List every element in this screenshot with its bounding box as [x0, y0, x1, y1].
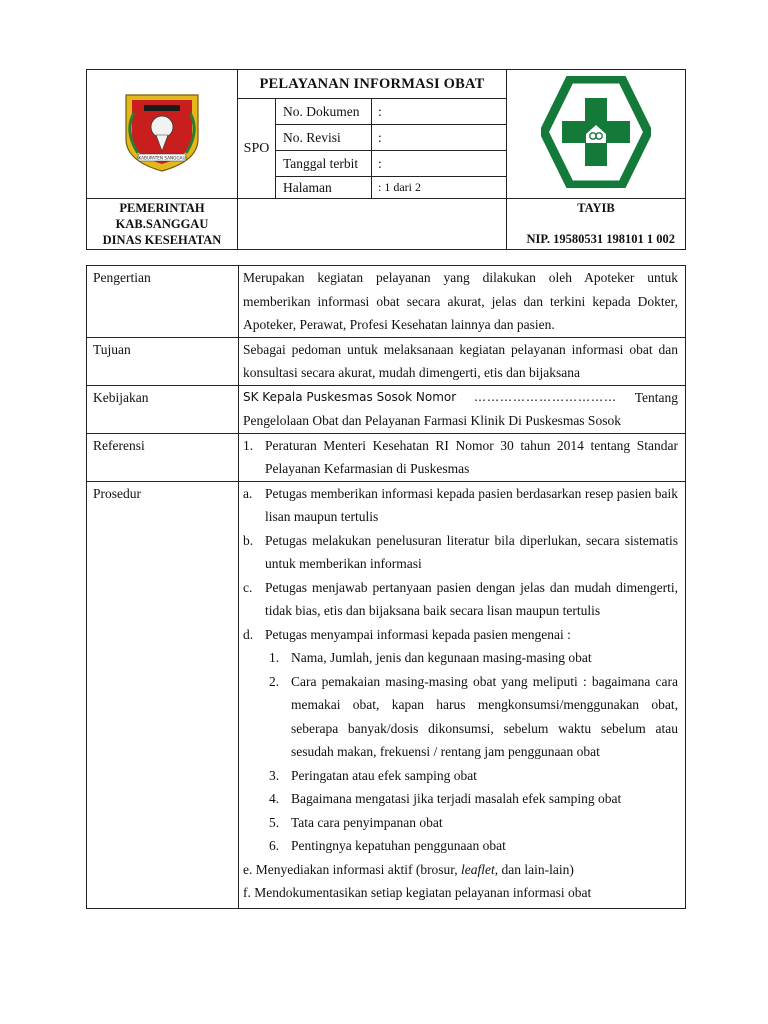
org-line-2: KAB.SANGGAU: [115, 217, 209, 231]
prosedur-step-c: [243, 576, 678, 623]
referensi-list: [239, 433, 686, 481]
subitem-6-marker: 6.: [269, 838, 280, 853]
subitem-3-marker: 3.: [269, 767, 280, 783]
subitem-2-text: Cara pemakaian masing-masing obat yang meliputi : bagaimana cara memakai obat, kapan harus mengkonsumsi/menggunakan obat, seberapa banyak/dosis dikonsumsi, sebelum waktu sebelum atau sesudah makan, frekuensi / rentang jam penggunaan obat: [291, 673, 678, 759]
halaman-value: : 1 dari 2: [372, 177, 507, 199]
subitem-1-marker: 1.: [269, 650, 280, 665]
tanggal-terbit-label: Tanggal terbit: [276, 151, 372, 177]
document-header-table: [86, 69, 686, 250]
organization-name: [87, 199, 238, 250]
tujuan-text: Sebagai pedoman untuk melaksanaan kegiatan pelayanan informasi obat dan konsultasi secara akurat, mudah dimengerti, etis dan bijaksana: [239, 337, 686, 385]
crest-ribbon-text: KABUPATEN SANGGAU: [138, 155, 186, 161]
pengertian-label: Pengertian: [87, 266, 239, 338]
prosedur-label: Prosedur: [87, 481, 239, 908]
step-d-subitem-2: [243, 670, 678, 764]
referensi-label: Referensi: [87, 433, 239, 481]
step-e-text-after: , dan lain-lain): [494, 861, 574, 877]
kebijakan-tentang: Tentang: [634, 389, 678, 405]
signer-block: [507, 199, 686, 250]
subitem-4-text: Bagaimana mengatasi jika terjadi masalah efek samping obat: [291, 791, 622, 806]
spo-label: SPO: [238, 99, 276, 199]
pengertian-text: Merupakan kegiatan pelayanan yang dilakukan oleh Apoteker untuk memberikan informasi obat secara akurat, jelas dan terkini kepada Dokter, Apoteker, Perawat, Profesi Kesehatan lainnya dan pasien.: [239, 266, 686, 338]
prosedur-step-f: f. Mendokumentasikan setiap kegiatan pelayanan informasi obat: [243, 885, 592, 900]
signer-nip: NIP. 19580531 198101 1 002: [526, 232, 675, 246]
subitem-4-marker: 4.: [269, 791, 280, 806]
regency-crest-logo: [116, 91, 208, 173]
step-d-marker: d.: [243, 626, 254, 642]
prosedur-step-e: [243, 858, 678, 882]
step-d-text: Petugas menyampai informasi kepada pasien mengenai :: [265, 626, 571, 642]
prosedur-step-b: [243, 529, 678, 576]
subitem-5-text: Tata cara penyimpanan obat: [291, 814, 443, 830]
step-c-text: Petugas menjawab pertanyaan pasien dengan jelas dan mudah dimengerti, tidak bias, etis dan bijaksana baik secara lisan maupun tertulis: [265, 579, 678, 618]
no-dokumen-value: :: [372, 99, 507, 125]
subitem-6-text: Pentingnya kepatuhan penggunaan obat: [291, 838, 506, 853]
referensi-item-marker: 1.: [243, 437, 254, 453]
kebijakan-text: [239, 385, 686, 433]
step-b-text: Petugas melakukan penelusuran literatur bila diperlukan, secara sistematis untuk memberikan informasi: [265, 532, 678, 571]
step-d-subitem-6: [243, 834, 678, 858]
step-d-subitem-1: [243, 646, 678, 670]
empty-header-cell: [238, 199, 507, 250]
halaman-label: Halaman: [276, 177, 372, 199]
document-title: PELAYANAN INFORMASI OBAT: [238, 70, 507, 99]
prosedur-step-a: [243, 482, 678, 529]
kebijakan-rest: Pengelolaan Obat dan Pelayanan Farmasi Klinik Di Puskesmas Sosok: [243, 413, 621, 428]
step-c-marker: c.: [243, 579, 253, 595]
step-a-marker: a.: [243, 485, 253, 501]
kebijakan-label: Kebijakan: [87, 385, 239, 433]
prosedur-list: [239, 481, 686, 908]
step-d-subitem-5: [243, 811, 678, 835]
tanggal-terbit-value: :: [372, 151, 507, 177]
puskesmas-logo: [541, 76, 651, 188]
subitem-3-text: Peringatan atau efek samping obat: [291, 767, 477, 783]
regency-crest-cell: [87, 70, 238, 199]
subitem-1-text: Nama, Jumlah, jenis dan kegunaan masing-masing obat: [291, 650, 592, 665]
subitem-2-marker: 2.: [269, 673, 280, 689]
procedure-table: [86, 265, 686, 909]
org-line-1: PEMERINTAH: [119, 201, 205, 215]
no-dokumen-label: No. Dokumen: [276, 99, 372, 125]
signer-name: TAYIB: [577, 201, 615, 215]
no-revisi-value: :: [372, 125, 507, 151]
kebijakan-first-line: [243, 386, 678, 410]
step-d-subitem-4: [243, 787, 678, 811]
referensi-item-text: Peraturan Menteri Kesehatan RI Nomor 30 tahun 2014 tentang Standar Pelayanan Kefarmasian di Puskesmas: [265, 437, 678, 476]
step-a-text: Petugas memberikan informasi kepada pasien berdasarkan resep pasien baik lisan maupun tertulis: [265, 485, 678, 524]
prosedur-step-d: [243, 623, 678, 647]
step-e-italic: leaflet: [461, 861, 495, 877]
kebijakan-lead: SK Kepala Puskesmas Sosok Nomor: [243, 389, 457, 404]
step-b-marker: b.: [243, 532, 254, 548]
step-e-text-before: e. Menyediakan informasi aktif (brosur,: [243, 861, 462, 877]
org-line-3: DINAS KESEHATAN: [102, 233, 222, 247]
puskesmas-logo-cell: [507, 70, 686, 199]
subitem-5-marker: 5.: [269, 814, 280, 830]
no-revisi-label: No. Revisi: [276, 125, 372, 151]
referensi-item: [243, 434, 678, 481]
tujuan-label: Tujuan: [87, 337, 239, 385]
step-d-subitem-3: [243, 764, 678, 788]
kebijakan-dots: ……………………………: [473, 389, 617, 404]
